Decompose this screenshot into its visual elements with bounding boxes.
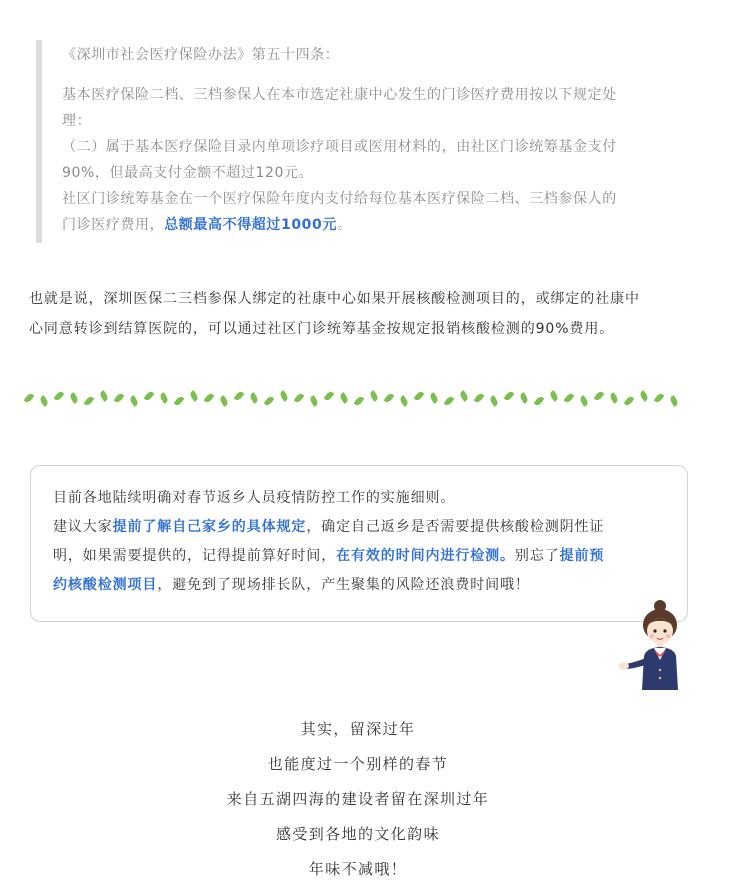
poem-line: 也能度过一个别样的春节 <box>267 755 449 773</box>
leaf-icon <box>234 390 245 402</box>
leaf-icon <box>174 395 185 407</box>
leaf-icon <box>129 395 140 407</box>
card-line <box>53 513 665 542</box>
leaf-icon <box>39 395 50 407</box>
leaf-icon <box>624 395 635 407</box>
poem-line: 其实，留深过年 <box>300 720 416 738</box>
card-highlight: 提前了解自己家乡的具体规定 <box>112 519 307 535</box>
leaf-icon <box>354 395 365 407</box>
leaf-icon <box>474 392 485 404</box>
leaf-icon <box>324 390 335 402</box>
leaf-icon <box>369 390 380 402</box>
nurse-illustration <box>618 598 694 692</box>
quote-text: 门诊医疗费用， <box>62 217 165 233</box>
leaf-icon <box>384 392 395 404</box>
leaf-icon <box>669 395 680 407</box>
leaf-icon <box>564 392 575 404</box>
leaf-icon <box>144 390 155 402</box>
quote-title: 《深圳市社会医疗保险办法》第五十四条： <box>62 47 340 63</box>
leaf-icon <box>159 392 170 404</box>
leaf-icon <box>594 390 605 402</box>
card-highlight: 约核酸检测项目 <box>53 577 158 593</box>
quote-line: 90%，但最高支付金额不超过120元。 <box>62 165 314 181</box>
advice-card <box>30 465 688 622</box>
leaf-icon <box>459 390 470 402</box>
leaf-icon <box>444 395 455 407</box>
leaf-icon <box>189 390 200 402</box>
quote-line: 社区门诊统筹基金在一个医疗保险年度内支付给每位基本医疗保险二档、三档参保人的 <box>62 191 617 207</box>
leaf-icon <box>519 392 530 404</box>
paragraph-line: 心同意转诊到结算医院的，可以通过社区门诊统筹基金按规定报销核酸检测的90%费用。 <box>29 321 615 337</box>
card-line <box>53 571 665 600</box>
quote-line: 基本医疗保险二档、三档参保人在本市选定社康中心发生的门诊医疗费用按以下规定处 <box>62 87 617 103</box>
leaf-icon <box>414 390 425 402</box>
quote-body <box>62 82 684 238</box>
leaf-icon <box>294 392 305 404</box>
card-text: 别忘了 <box>514 548 560 564</box>
card-text: 明，如果需要提供的，记得提前算好时间， <box>53 548 337 564</box>
leaf-icon <box>399 395 410 407</box>
leaf-icon <box>249 392 260 404</box>
card-text: ，确定自己返乡是否需要提供核酸检测阴性证 <box>306 519 605 535</box>
quote-text: 。 <box>336 217 352 233</box>
quote-line: （二）属于基本医疗保险目录内单项诊疗项目或医用材料的，由社区门诊统筹基金支付 <box>62 139 617 155</box>
leaf-icon <box>579 395 590 407</box>
leaf-divider <box>24 389 684 407</box>
leaf-icon <box>114 392 125 404</box>
leaf-icon <box>654 392 665 404</box>
card-line <box>53 542 665 571</box>
leaf-icon <box>504 390 515 402</box>
leaf-icon <box>429 392 440 404</box>
leaf-icon <box>219 395 230 407</box>
leaf-icon <box>609 392 620 404</box>
poem-line: 感受到各地的文化韵味 <box>275 825 440 843</box>
poem-line: 来自五湖四海的建设者留在深圳过年 <box>226 790 490 808</box>
quote-line <box>62 212 684 238</box>
card-line: 目前各地陆续明确对春节返乡人员疫情防控工作的实施细则。 <box>53 490 456 506</box>
leaf-icon <box>534 395 545 407</box>
leaf-icon <box>24 392 35 404</box>
closing-poem <box>0 712 716 887</box>
leaf-icon <box>339 392 350 404</box>
card-text: ，避免到了现场排长队，产生聚集的风险还浪费时间哦！ <box>157 577 530 593</box>
leaf-icon <box>204 392 215 404</box>
explanation-paragraph <box>29 284 699 344</box>
leaf-icon <box>489 395 500 407</box>
leaf-icon <box>639 390 650 402</box>
leaf-icon <box>84 395 95 407</box>
card-highlight: 提前预 <box>559 548 605 564</box>
leaf-icon <box>264 395 275 407</box>
leaf-icon <box>99 390 110 402</box>
paragraph-line: 也就是说，深圳医保二三档参保人绑定的社康中心如果开展核酸检测项目的，或绑定的社康中 <box>29 291 640 307</box>
quote-highlight: 总额最高不得超过1000元 <box>164 217 337 233</box>
policy-quote <box>36 40 684 243</box>
leaf-icon <box>279 390 290 402</box>
card-text: 建议大家 <box>53 519 113 535</box>
leaf-icon <box>309 395 320 407</box>
leaf-icon <box>549 390 560 402</box>
poem-line: 年味不减哦！ <box>308 860 408 878</box>
leaf-icon <box>69 392 80 404</box>
leaf-icon <box>54 390 65 402</box>
quote-line: 理： <box>62 113 92 129</box>
card-highlight: 在有效的时间内进行检测。 <box>336 548 515 564</box>
